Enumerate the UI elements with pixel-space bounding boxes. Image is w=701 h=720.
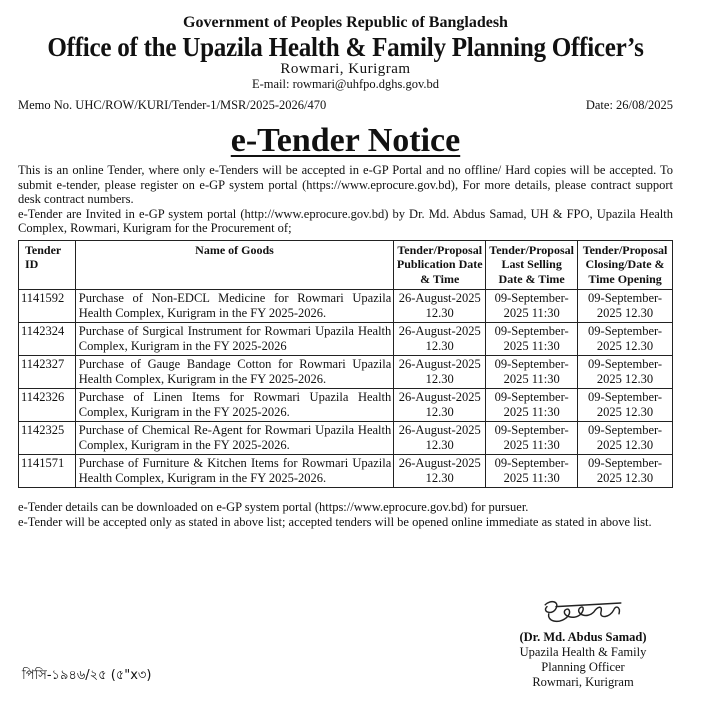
memo-number: Memo No. UHC/ROW/KURI/Tender-1/MSR/2025-2026/470 [18,98,327,112]
cell-goods: Purchase of Linen Items for Rowmari Upazila Health Complex, Kurigram in the FY 2025-2026. [75,389,394,422]
table-row [19,389,673,422]
cell-closing: 09-September-2025 12.30 [578,356,673,389]
signatory-place: Rowmari, Kurigram [532,675,634,689]
cell-closing: 09-September-2025 12.30 [578,389,673,422]
table-row [19,356,673,389]
cell-last-selling: 09-September-2025 11:30 [486,290,578,323]
notice-title: e-Tender Notice [230,122,461,159]
cell-tender-id: 1142326 [19,389,76,422]
cell-goods: Purchase of Surgical Instrument for Rowmari Upazila Health Complex, Kurigram in the FY 2025-2026 [75,323,394,356]
cell-tender-id: 1142324 [19,323,76,356]
cell-publication: 26-August-2025 12.30 [394,455,486,488]
cell-last-selling: 09-September-2025 11:30 [486,356,578,389]
cell-closing: 09-September-2025 12.30 [578,323,673,356]
tender-table [18,240,673,489]
cell-last-selling: 09-September-2025 11:30 [486,455,578,488]
intro-paragraph: This is an online Tender, where only e-Tenders will be accepted in e-GP Portal and no offline/ Hard copies will be accepted. To submit e-tender, please register on e-GP system portal (https://www.eprocure.gov.bd), For more details, please contract support desk contract numbers. [18,163,673,206]
signatory-designation-line2: Planning Officer [541,660,625,674]
cell-closing: 09-September-2025 12.30 [578,455,673,488]
cell-publication: 26-August-2025 12.30 [394,323,486,356]
header-name-of-goods: Name of Goods [75,240,394,290]
cell-publication: 26-August-2025 12.30 [394,290,486,323]
handwritten-signature [513,594,653,630]
cell-publication: 26-August-2025 12.30 [394,356,486,389]
header-last-selling-date: Tender/Proposal Last Selling Date & Time [486,240,578,290]
memo-date: Date: 26/08/2025 [585,98,673,112]
cell-tender-id: 1142325 [19,422,76,455]
cell-last-selling: 09-September-2025 11:30 [486,422,578,455]
signature-block [493,594,673,690]
table-row [19,422,673,455]
cell-goods: Purchase of Gauge Bandage Cotton for Rowmari Upazila Health Complex, Kurigram in the FY 2025-2026. [75,356,394,389]
office-email: E-mail: rowmari@uhfpo.dghs.gov.bd [251,77,440,91]
table-row [19,455,673,488]
cell-tender-id: 1141592 [19,290,76,323]
print-code: পিসি-১৯৪৬/২৫ (৫"x৩) [22,668,152,683]
cell-publication: 26-August-2025 12.30 [394,422,486,455]
cell-publication: 26-August-2025 12.30 [394,389,486,422]
cell-last-selling: 09-September-2025 11:30 [486,323,578,356]
header-closing-date: Tender/Proposal Closing/Date & Time Opening [578,240,673,290]
cell-closing: 09-September-2025 12.30 [578,422,673,455]
cell-tender-id: 1142327 [19,356,76,389]
table-row [19,290,673,323]
memo-row [18,98,673,113]
table-row [19,323,673,356]
table-header-row [19,240,673,290]
download-note: e-Tender details can be downloaded on e-GP system portal (https://www.eprocure.gov.bd) for pursuer. [18,500,529,514]
government-heading: Government of Peoples Republic of Bangladesh [183,14,508,31]
acceptance-note: e-Tender will be accepted only as stated in above list; accepted tenders will be opened online immediate as stated in above list. [18,514,652,529]
header-tender-id: Tender ID [19,240,76,290]
cell-goods: Purchase of Chemical Re-Agent for Rowmari Upazila Health Complex, Kurigram in the FY 2025-2026. [75,422,394,455]
cell-goods: Purchase of Furniture & Kitchen Items for Rowmari Upazila Health Complex, Kurigram in the FY 2025-2026. [75,455,394,488]
cell-goods: Purchase of Non-EDCL Medicine for Rowmari Upazila Health Complex, Kurigram in the FY 2025-2026. [75,290,394,323]
cell-last-selling: 09-September-2025 11:30 [486,389,578,422]
cell-closing: 09-September-2025 12.30 [578,290,673,323]
header-publication-date: Tender/Proposal Publication Date & Time [394,240,486,290]
cell-tender-id: 1141571 [19,455,76,488]
signatory-designation-line1: Upazila Health & Family [519,645,647,659]
invite-paragraph: e-Tender are Invited in e-GP system portal (http://www.eprocure.gov.bd) by Dr. Md. Abdus Samad, UH & FPO, Upazila Health Complex, Rowmari, Kurigram for the Procurement of; [18,206,673,235]
signatory-name: (Dr. Md. Abdus Samad) [519,630,647,644]
office-heading: Office of the Upazila Health & Family Planning Officer’s [47,32,644,62]
office-location: Rowmari, Kurigram [280,61,411,77]
